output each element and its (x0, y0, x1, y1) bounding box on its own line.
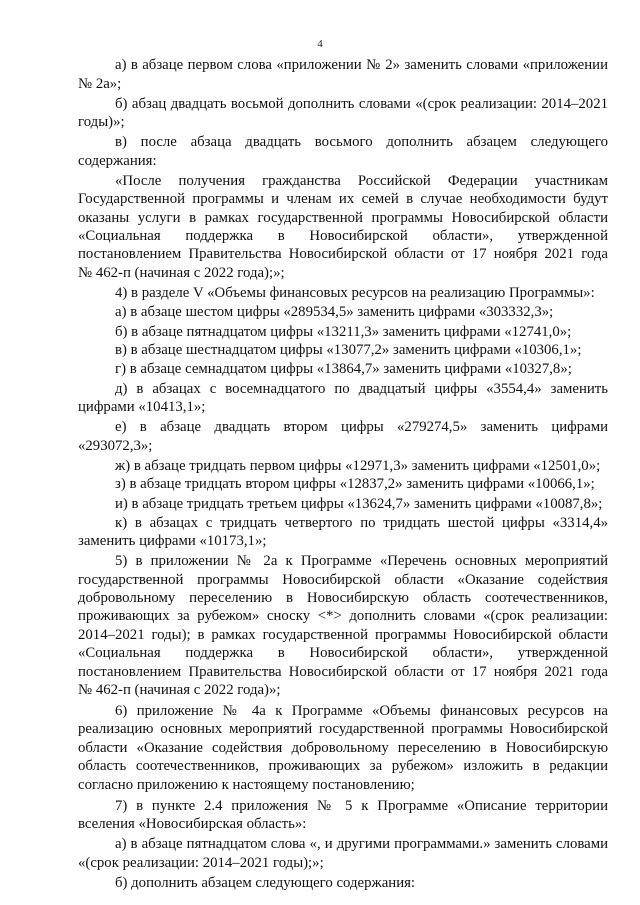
text-line: Государственной программы и членам их семей в случае необходимости будут (78, 191, 608, 207)
text-line: проживающих за рубежом» сноску <*> дополнить словами «(срок реализации: (78, 608, 608, 624)
text-line: содержания: (78, 153, 157, 169)
text-line: з) в абзаце тридцать втором цифры «12837,2» заменить цифрами «10066,1»; (115, 476, 595, 492)
text-line: добровольному переселению в Новосибирскую область соотечественников, (78, 590, 608, 606)
text-line: «После получения гражданства Российской Федерации участникам (115, 173, 608, 189)
text-line: реализацию основных мероприятий государственной программы Новосибирской (78, 721, 608, 737)
text-line: в) в абзаце шестнадцатом цифры «13077,2» заменить цифрами «10306,1»; (115, 342, 582, 358)
text-line: № 462-п (начиная с 2022 года)»; (78, 682, 281, 698)
text-line: № 2а»; (78, 76, 122, 92)
text-line: «293072,3»; (78, 438, 153, 454)
text-line: б) абзац двадцать восьмой дополнить словами «(срок реализации: 2014–2021 (115, 96, 608, 112)
text-line: в) после абзаца двадцать восьмого дополнить абзацем следующего (115, 134, 608, 150)
text-line: ж) в абзаце тридцать первом цифры «12971,3» заменить цифрами «12501,0»; (115, 458, 601, 474)
text-line: оказаны услуги в рамках государственной программы Новосибирской области (78, 210, 608, 226)
text-line: постановлением Правительства Новосибирской области от 17 ноября 2021 года (78, 246, 608, 262)
text-line: № 462-п (начиная с 2022 года);»; (78, 265, 285, 281)
text-line: государственной программы Новосибирской области «Оказание содействия (78, 572, 608, 588)
text-line: к) в абзацах с тридцать четвертого по тридцать шестой цифры «3314,4» (115, 515, 608, 531)
text-line: согласно приложению к настоящему постановлению; (78, 777, 415, 793)
text-line: области «Оказание содействия добровольному переселению в Новосибирскую (78, 740, 608, 756)
text-line: е) в абзаце двадцать втором цифры «279274,5» заменить цифрами (115, 419, 608, 435)
text-line: цифрами «10413,1»; (78, 399, 206, 415)
text-line: а) в абзаце шестом цифры «289534,5» заменить цифрами «303332,3»; (115, 304, 554, 320)
text-line: и) в абзаце тридцать третьем цифры «13624,7» заменить цифрами «10087,8»; (115, 496, 603, 512)
text-line: д) в абзацах с восемнадцатого по двадцатый цифры «3554,4» заменить (115, 381, 608, 397)
text-line: 7) в пункте 2.4 приложения № 5 к Программе «Описание территории (115, 798, 608, 814)
text-line: г) в абзаце семнадцатом цифры «13864,7» заменить цифрами «10327,8»; (115, 361, 572, 377)
text-line: 2014–2021 годы); в рамках государственной программы Новосибирской области (78, 627, 608, 643)
text-line: «Социальная поддержка в Новосибирской области», утвержденной (78, 645, 608, 661)
text-line: б) дополнить абзацем следующего содержания: (115, 875, 416, 891)
text-line: а) в абзаце пятнадцатом слова «, и другими программами.» заменить словами (115, 836, 608, 852)
text-line: область соотечественников, проживающих за рубежом» изложить в редакции (78, 758, 608, 774)
text-line: б) в абзаце пятнадцатом цифры «13211,3» заменить цифрами «12741,0»; (115, 324, 572, 340)
text-line: заменить цифрами «10173,1»; (78, 533, 267, 549)
text-line: 6) приложение № 4а к Программе «Объемы финансовых ресурсов на (115, 703, 608, 719)
text-line: а) в абзаце первом слова «приложении № 2» заменить словами «приложении (115, 57, 608, 73)
page-number: 4 (317, 38, 323, 50)
text-line: «Социальная поддержка в Новосибирской области», утвержденной (78, 228, 608, 244)
text-line: постановлением Правительства Новосибирской области от 17 ноября 2021 года (78, 664, 608, 680)
text-line: годы)»; (78, 114, 125, 130)
text-line: 5) в приложении № 2а к Программе «Перечень основных мероприятий (115, 553, 608, 569)
text-line: вселения «Новосибирская область»: (78, 816, 307, 832)
text-line: «(срок реализации: 2014–2021 годы);»; (78, 855, 324, 871)
text-line: 4) в разделе V «Объемы финансовых ресурсов на реализацию Программы»: (115, 285, 595, 301)
